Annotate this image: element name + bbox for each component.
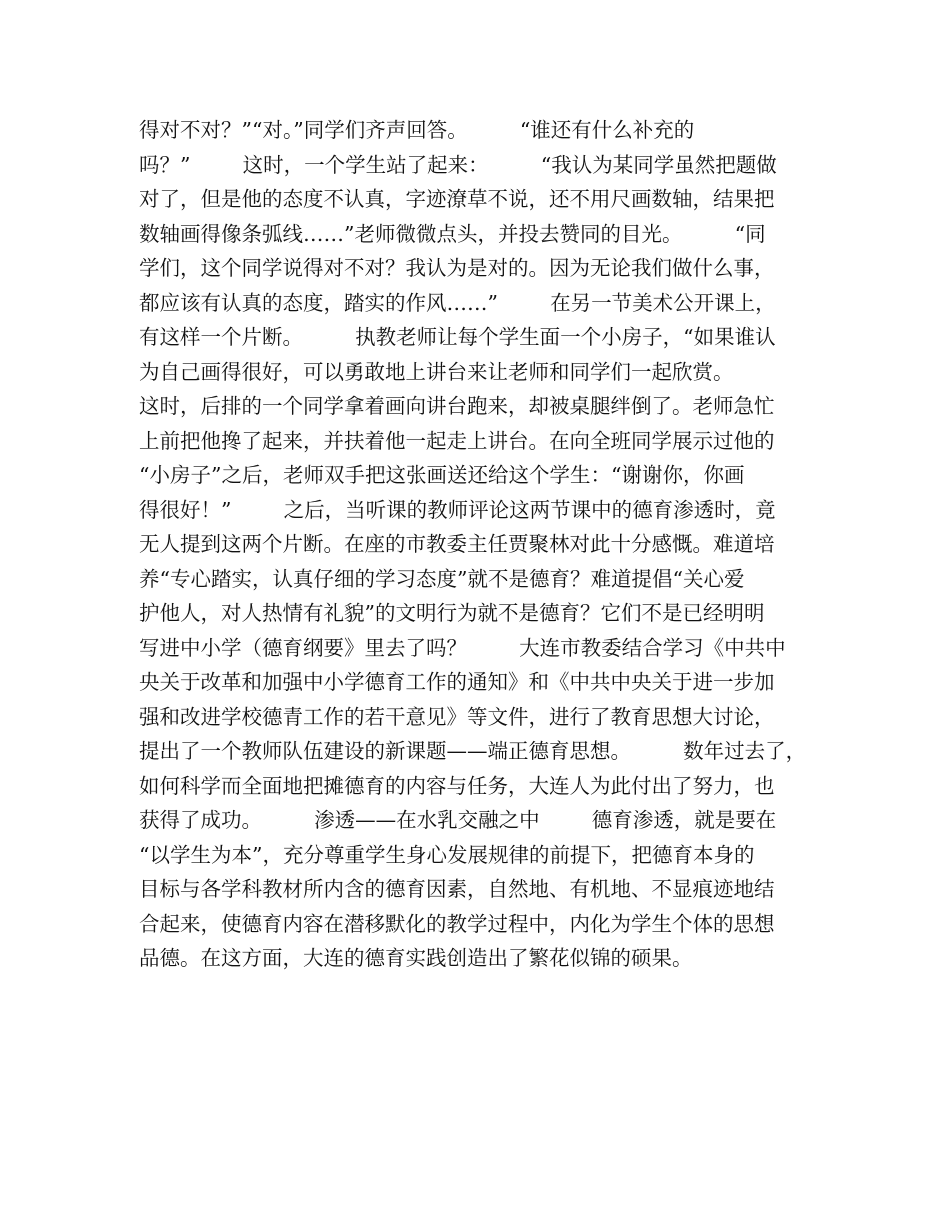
text-line: 央关于改革和加强中小学德育工作的通知》和《中共中央关于进一步加 [139, 670, 775, 694]
text-line: 为自己画得很好，可以勇敢地上讲台来让老师和同学们一起欣赏。 [139, 359, 734, 384]
text-line: 数轴画得像条弧线……”老师微微点头，并投去赞同的目光。 “同 [139, 221, 766, 246]
text-line: 学们，这个同学说得对不对？我认为是对的。因为无论我们做什么事， [139, 256, 775, 280]
text-line: 提出了一个教师队伍建设的新课题——端正德育思想。 数年过去了， [139, 739, 807, 763]
text-line: 合起来，使德育内容在潜移默化的教学过程中，内化为学生个体的思想 [139, 911, 775, 936]
text-line: 如何科学而全面地把摊德育的内容与任务，大连人为此付出了努力，也 [139, 773, 775, 798]
text-line: 无人提到这两个片断。在座的市教委主任贾聚林对此十分感慨。难道培 [139, 532, 775, 556]
text-line: 目标与各学科教材所内含的德育因素，自然地、有机地、不显痕迹地结 [139, 877, 775, 901]
text-line: 护他人，对人热情有礼貌”的文明行为就不是德育？它们不是已经明明 [139, 601, 765, 625]
text-line: 得很好！” 之后，当听课的教师评论这两节课中的德育渗透时，竟 [139, 497, 776, 522]
text-line: 这时，后排的一个同学拿着画向讲台跑来，却被桌腿绊倒了。老师急忙 [139, 394, 775, 418]
body-text [139, 113, 839, 976]
text-line: 写进中小学（德育纲要》里去了吗？ 大连市教委结合学习《中共中 [139, 635, 786, 660]
text-line: 对了，但是他的态度不认真，字迹潦草不说，还不用尺画数轴，结果把 [139, 187, 775, 211]
text-line: 都应该有认真的态度，踏实的作风……” 在另一节美术公开课上， [139, 290, 776, 315]
text-line: 吗？” 这时，一个学生站了起来： “我认为某同学虽然把题做 [139, 152, 777, 177]
text-line: 强和改进学校德青工作的若干意见》等文件，进行了教育思想大讨论， [139, 704, 775, 729]
text-line: “以学生为本”，充分尊重学生身心发展规律的前提下，把德育本身的 [139, 842, 755, 867]
text-line: 有这样一个片断。 执教老师让每个学生面一个小房子，“如果谁认 [139, 325, 776, 349]
text-line: 上前把他搀了起来，并扶着他一起走上讲台。在向全班同学展示过他的 [139, 428, 775, 453]
text-line: 获得了成功。 渗透——在水乳交融之中 德育渗透，就是要在 [139, 808, 777, 832]
text-line: 品德。在这方面，大连的德育实践创造出了繁花似锦的硕果。 [139, 946, 693, 970]
text-line: 养“专心踏实，认真仔细的学习态度”就不是德育？难道提倡“关心爱 [139, 566, 745, 591]
text-line: 得对不对？”“对。”同学们齐声回答。 “谁还有什么补充的 [139, 118, 695, 142]
text-line: “小房子”之后，老师双手把这张画送还给这个学生：“谢谢你，你画 [139, 463, 745, 487]
